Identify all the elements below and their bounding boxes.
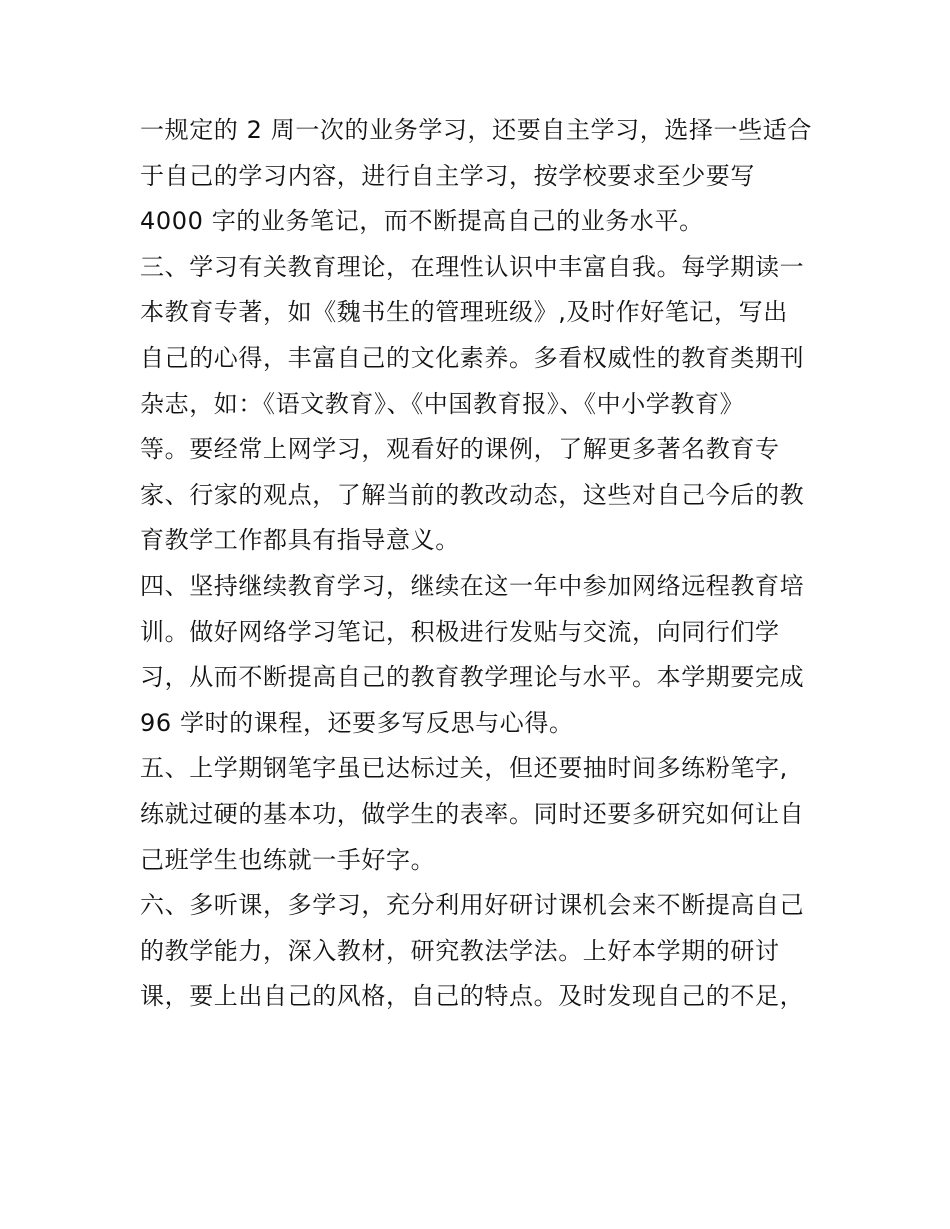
text-line: 自己的心得，丰富自己的文化素养。多看权威性的教育类期刊 [140, 343, 805, 372]
text-line: 己班学生也练就一手好字。 [140, 845, 436, 874]
text-line: 一规定的 2 周一次的业务学习，还要自主学习，选择一些适合 [140, 116, 812, 144]
text-line: 习，从而不断提高自己的教育教学理论与水平。本学期要完成 [140, 663, 805, 692]
text-line: 96 学时的课程，还要多写反思与心得。 [140, 708, 574, 737]
text-line: 本教育专著，如《魏书生的管理班级》,及时作好笔记，写出 [140, 298, 788, 327]
text-line: 4000 字的业务笔记，而不断提高自己的业务水平。 [140, 207, 704, 236]
text-line: 等。要经常上网学习，观看好的课例，了解更多著名教育专 [140, 435, 780, 464]
text-line: 三、学习有关教育理论，在理性认识中丰富自我。每学期读一 [140, 252, 805, 281]
document-body [140, 108, 830, 1020]
text-line: 练就过硬的基本功，做学生的表率。同时还要多研究如何让自 [140, 799, 805, 828]
text-line: 课，要上出自己的风格，自己的特点。及时发现自己的不足， [140, 982, 805, 1011]
text-line: 训。做好网络学习笔记，积极进行发贴与交流，向同行们学 [140, 617, 780, 646]
text-line: 六、多听课，多学习，充分利用好研讨课机会来不断提高自己 [140, 891, 805, 920]
text-line: 五、上学期钢笔字虽已达标过关，但还要抽时间多练粉笔字, [140, 754, 788, 783]
text-line: 杂志，如：《语文教育》、《中国教育报》、《中小学教育》 [140, 389, 745, 418]
text-line: 于自己的学习内容，进行自主学习，按学校要求至少要写 [140, 161, 755, 190]
text-line: 育教学工作都具有指导意义。 [140, 526, 460, 555]
text-line: 四、坚持继续教育学习，继续在这一年中参加网络远程教育培 [140, 571, 805, 600]
text-line: 的教学能力，深入教材，研究教法学法。上好本学期的研讨 [140, 936, 780, 965]
text-line: 家、行家的观点，了解当前的教改动态，这些对自己今后的教 [140, 480, 805, 509]
